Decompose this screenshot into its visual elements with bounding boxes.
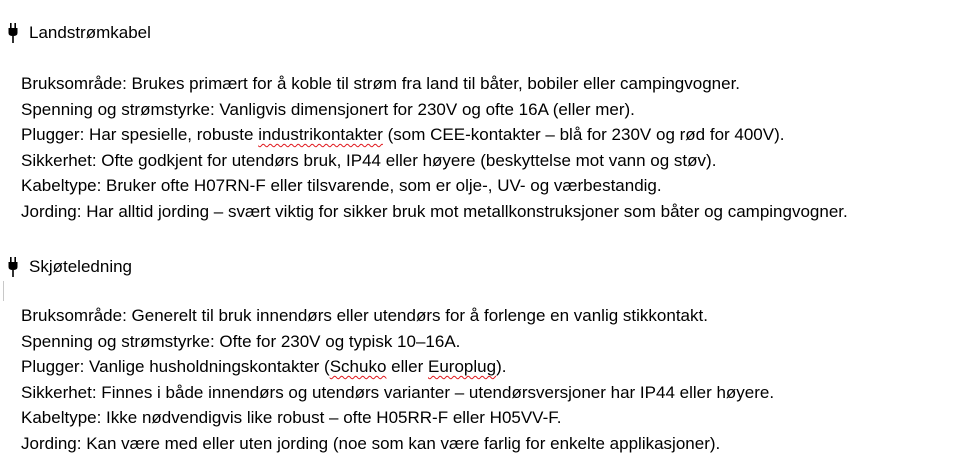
plug-icon <box>6 256 20 278</box>
paragraph-line: Jording: Har alltid jording – svært viktig for sikker bruk mot metallkonstruksjoner som båter og campingvogner. <box>21 201 848 221</box>
paragraph-line: Bruksområde: Generelt til bruk innendørs eller utendørs for å forlenge en vanlig stikkontakt. <box>21 306 708 325</box>
paragraph-line: Jording: Kan være med eller uten jording (noe som kan være farlig for enkelte applikasjoner). <box>21 433 721 453</box>
spellcheck-word[interactable]: industrikontakter <box>258 125 383 145</box>
paragraph-line: Sikkerhet: Ofte godkjent for utendørs bruk, IP44 eller høyere (beskyttelse mot vann og støv). <box>21 150 717 170</box>
paragraph-line: Plugger: Vanlige husholdningskontakter (Schuko eller Europlug). <box>21 357 507 377</box>
spellcheck-word[interactable]: Europlug <box>428 357 497 377</box>
paragraph-line: Bruksområde: Brukes primært for å koble til strøm fra land til båter, bobiler eller campingvogner. <box>21 74 741 93</box>
paragraph-list <box>21 303 774 457</box>
paragraph-line: Spenning og strømstyrke: Ofte for 230V og typisk 10–16A. <box>21 331 461 351</box>
paragraph-list <box>21 71 848 225</box>
section-heading <box>6 255 132 279</box>
section-heading <box>6 21 151 45</box>
paragraph-line: Kabeltype: Ikke nødvendigvis like robust – ofte H05RR-F eller H05VV-F. <box>21 408 562 428</box>
heading-text: Landstrømkabel <box>29 23 151 42</box>
paragraph-line: Spenning og strømstyrke: Vanligvis dimensjonert for 230V og ofte 16A (eller mer). <box>21 99 635 119</box>
plug-icon <box>6 22 20 44</box>
paragraph-line: Kabeltype: Bruker ofte H07RN-F eller tilsvarende, som er olje-, UV- og værbestandig. <box>21 176 662 196</box>
paragraph-line: Plugger: Har spesielle, robuste industrikontakter (som CEE-kontakter – blå for 230V og rød for 400V). <box>21 125 785 145</box>
heading-text: Skjøteledning <box>29 257 133 276</box>
spellcheck-word[interactable]: Schuko <box>329 357 387 377</box>
text-caret <box>3 281 4 301</box>
paragraph-line: Sikkerhet: Finnes i både innendørs og utendørs varianter – utendørsversjoner har IP44 eller høyere. <box>21 382 775 402</box>
